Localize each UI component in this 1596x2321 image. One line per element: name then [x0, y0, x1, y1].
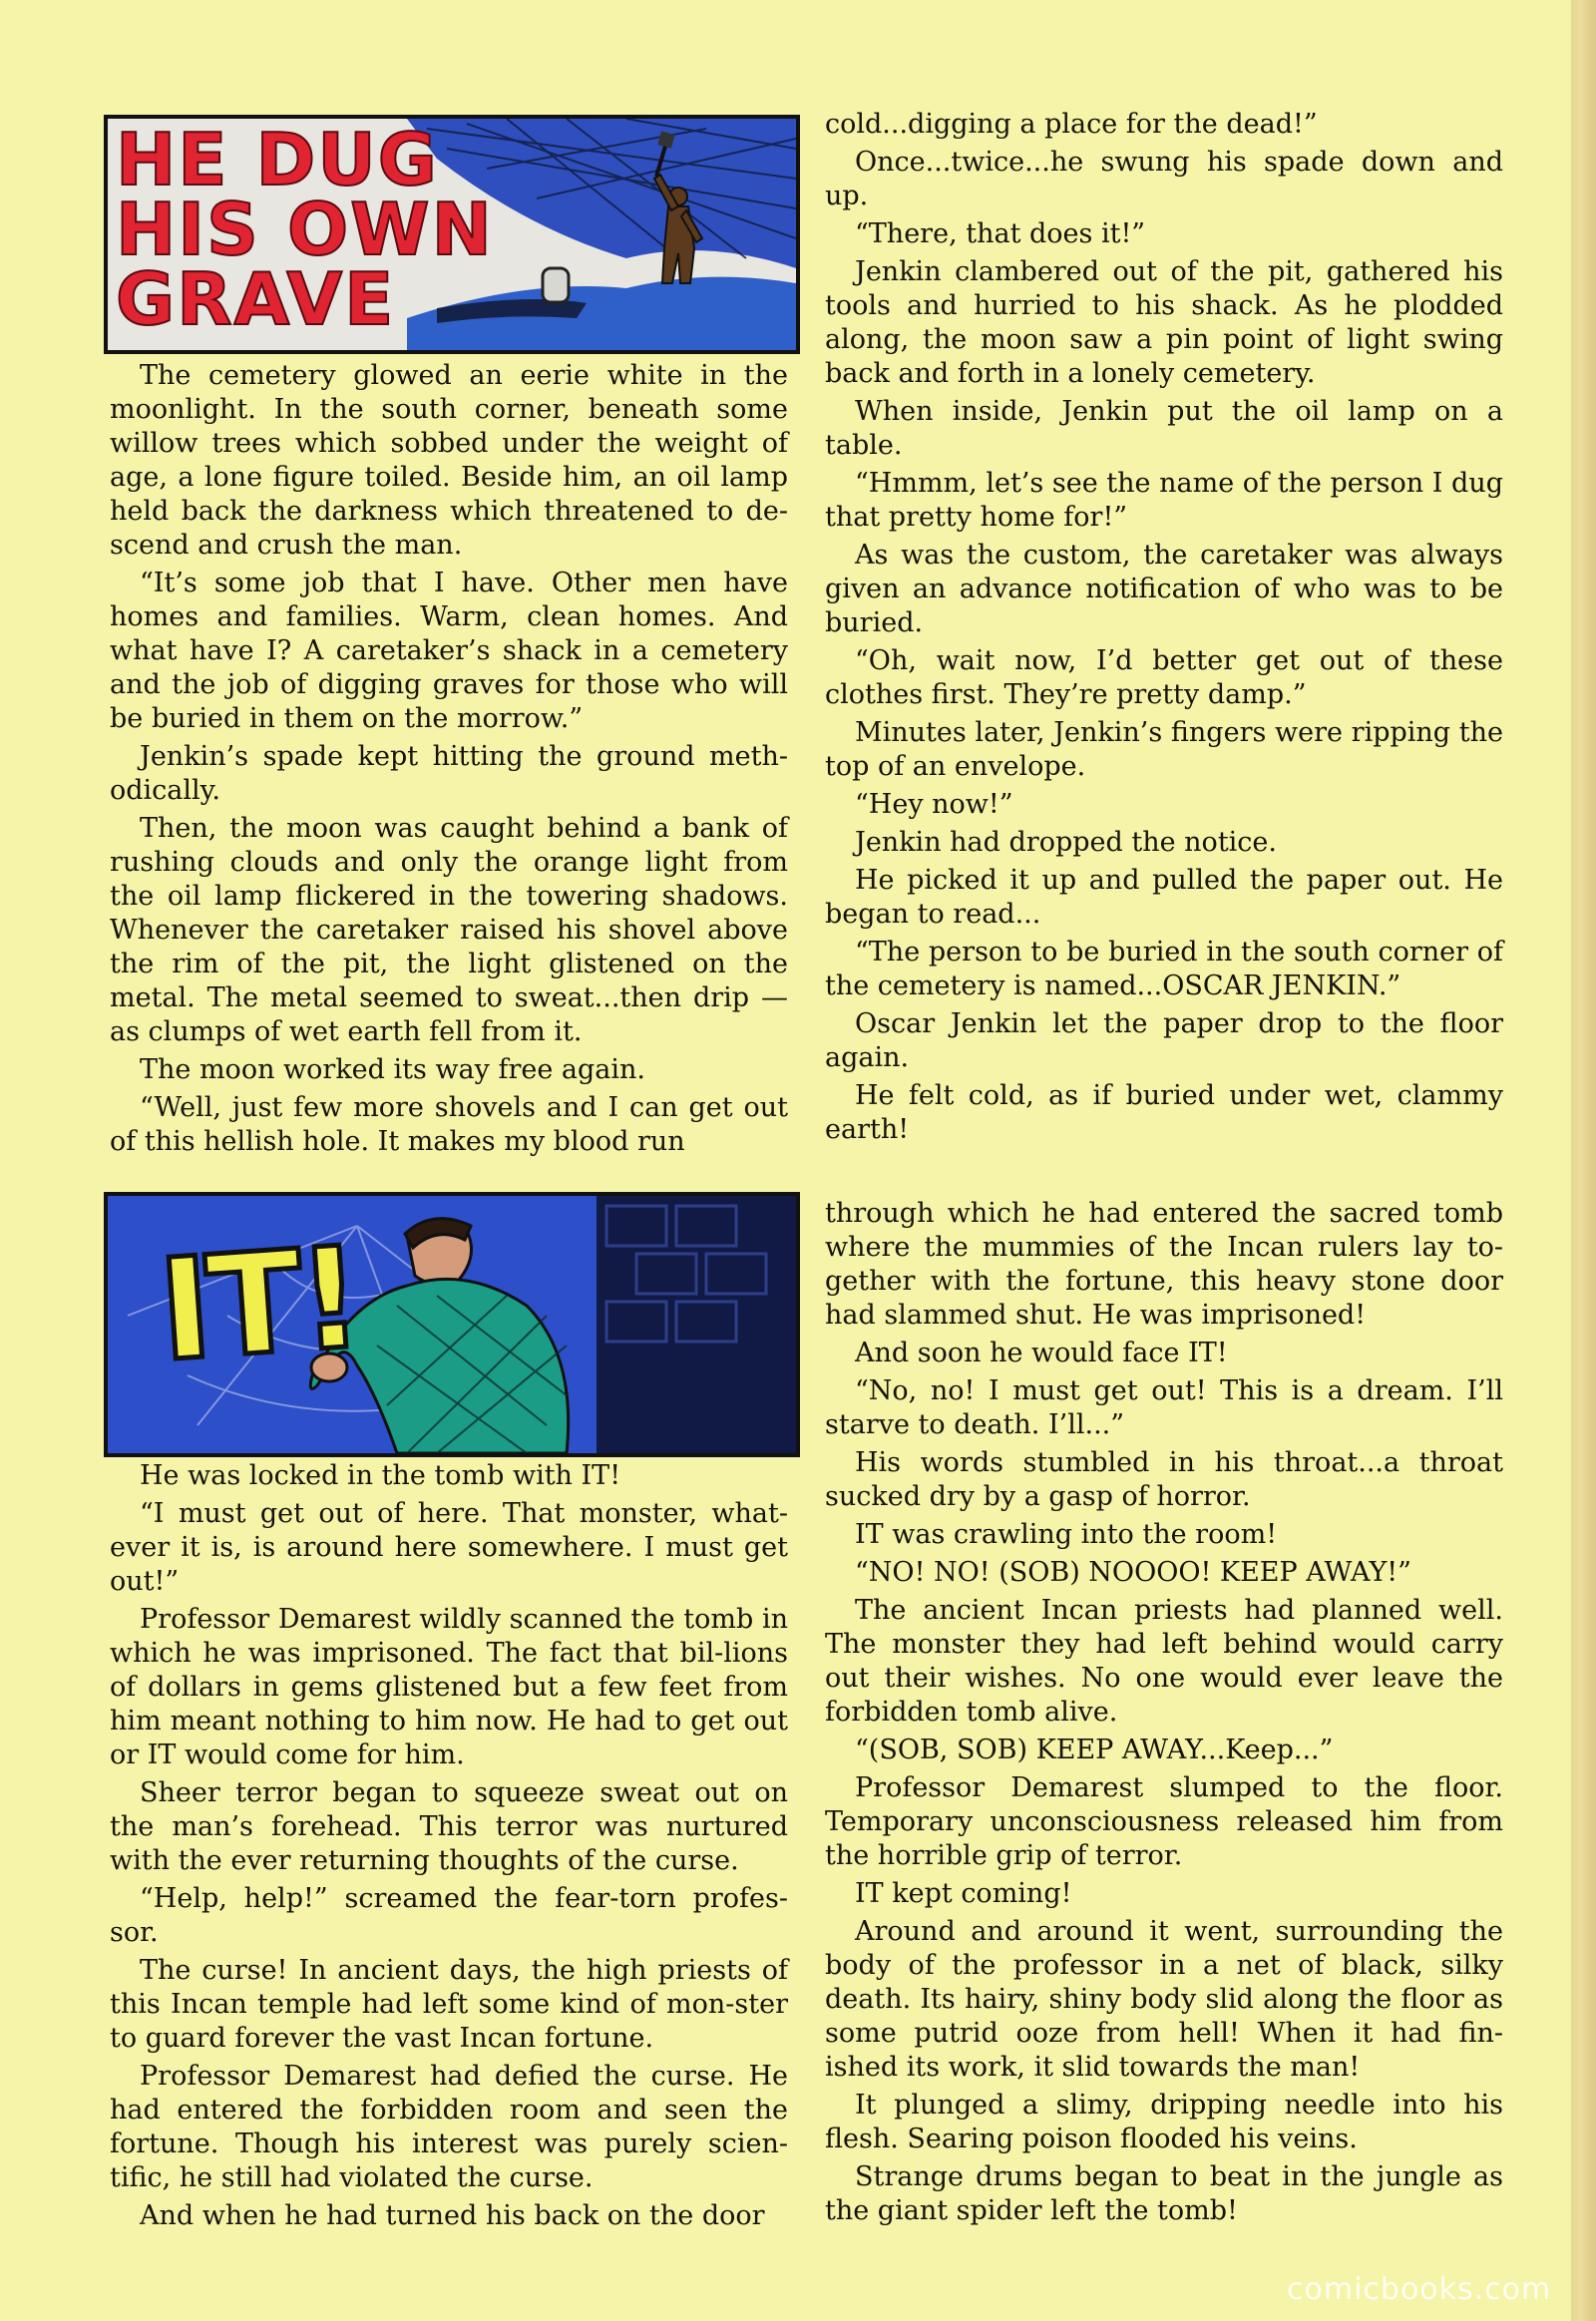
paragraph: Professor Demarest wildly scanned the tomb in which he was imprisoned. The fact that bil-lions of dollars in gems glistened but a few feet from him meant nothing to him now. He had to get out or IT would come for him.: [110, 1604, 788, 1770]
title-line-2: HIS OWN: [116, 188, 494, 271]
paragraph: Jenkin clambered out of the pit, gathered his tools and hurried to his shack. As he plodded along, the moon saw a pin point of light swing back and forth in a lonely cemetery.: [825, 256, 1503, 389]
paragraph: “It’s some job that I have. Other men have homes and families. Warm, clean homes. And what have I? A caretaker’s shack in a cemetery and the job of digging graves for those who will be buried in them on the morrow.”: [110, 568, 788, 734]
paragraph: Professor Demarest slumped to the floor. Temporary unconsciousness released him from the horrible grip of terror.: [825, 1772, 1503, 1871]
page-edge: [1571, 0, 1596, 2321]
title-line-1: HE DUG: [116, 118, 439, 201]
story2-column-right: [825, 1197, 1503, 2232]
paragraph: cold...digging a place for the dead!”: [825, 109, 1318, 140]
paragraph: It plunged a slimy, dripping needle into his flesh. Searing poison flooded his veins.: [825, 2090, 1503, 2154]
story1-column-right: [825, 108, 1503, 1151]
paragraph: Sheer terror began to squeeze sweat out on the man’s forehead. This terror was nurtured with the ever returning thoughts of the curse.: [110, 1777, 788, 1876]
paragraph: He was locked in the tomb with IT!: [140, 1460, 621, 1491]
paragraph: The curse! In ancient days, the high priests of this Incan temple had left some kind of mon-ster to guard forever the vast Incan fortune.: [110, 1955, 788, 2054]
paragraph: When inside, Jenkin put the oil lamp on a table.: [825, 396, 1503, 461]
paragraph: Once...twice...he swung his spade down and up.: [825, 147, 1503, 211]
paragraph: And soon he would face IT!: [855, 1338, 1228, 1368]
paragraph: Jenkin had dropped the notice.: [855, 827, 1277, 858]
story2-column-left: [110, 1459, 788, 2237]
paragraph: Professor Demarest had defied the curse. He had entered the forbidden room and seen the fortune. Though his interest was purely scien-tific, he still had violated the curse.: [110, 2061, 788, 2193]
paragraph: “No, no! I must get out! This is a dream. I’ll starve to death. I’ll...”: [825, 1375, 1503, 1440]
title-line-3: GRAVE: [116, 257, 396, 341]
paragraph: through which he had entered the sacred tomb where the mummies of the Incan rulers lay to-gether with the fortune, this heavy stone door had slammed shut. He was imprisoned!: [825, 1198, 1503, 1331]
paragraph: Oscar Jenkin let the paper drop to the floor again.: [825, 1008, 1503, 1073]
paragraph: The ancient Incan priests had planned well. The monster they had left behind would carry out their wishes. No one would ever leave the forbidden tomb alive.: [825, 1595, 1503, 1728]
paragraph: Around and around it went, surrounding the body of the professor in a net of black, silky death. Its hairy, shiny body slid along the floor as some putrid ooze from hell! When it had fin-ished its work, it slid towards the man!: [825, 1916, 1503, 2083]
paragraph: “(SOB, SOB) KEEP AWAY...Keep...”: [855, 1735, 1334, 1765]
story-title: [116, 118, 494, 341]
it-panel: [104, 1192, 800, 1457]
paragraph: His words stumbled in his throat...a throat sucked dry by a gasp of horror.: [825, 1447, 1503, 1512]
title-panel: [104, 115, 800, 354]
paragraph: And when he had turned his back on the door: [140, 2200, 765, 2231]
paragraph: IT was crawling into the room!: [855, 1519, 1278, 1550]
paragraph: “Hey now!”: [855, 789, 1013, 820]
paragraph: The moon worked its way free again.: [140, 1054, 646, 1085]
story1-column-left: [110, 359, 788, 1163]
paragraph: IT kept coming!: [855, 1878, 1072, 1909]
site-watermark: comicbooks.com: [1287, 2272, 1552, 2307]
paragraph: “Hmmm, let’s see the name of the person I dug that pretty home for!”: [825, 468, 1503, 533]
paragraph: Minutes later, Jenkin’s fingers were ripping the top of an envelope.: [825, 717, 1503, 782]
paragraph: “There, that does it!”: [855, 218, 1146, 249]
paragraph: “The person to be buried in the south corner of the cemetery is named...OSCAR JENKIN.”: [825, 937, 1503, 1001]
paragraph: Strange drums began to beat in the jungle as the giant spider left the tomb!: [825, 2161, 1503, 2226]
paragraph: The cemetery glowed an eerie white in the moonlight. In the south corner, beneath some willow trees which sobbed under the weight of age, a lone figure toiled. Beside him, an oil lamp held back the darkness which threatened to de-scend and crush the man.: [110, 360, 788, 561]
paragraph: “Help, help!” screamed the fear-torn profes-sor.: [110, 1883, 788, 1948]
paragraph: “NO! NO! (SOB) NOOOO! KEEP AWAY!”: [855, 1557, 1411, 1588]
paragraph: As was the custom, the caretaker was always given an advance notification of who was to be buried.: [825, 540, 1503, 638]
paragraph: “Oh, wait now, I’d better get out of these clothes first. They’re pretty damp.”: [825, 645, 1503, 710]
paragraph: He picked it up and pulled the paper out. He began to read...: [825, 865, 1503, 930]
paragraph: Jenkin’s spade kept hitting the ground meth-odically.: [110, 741, 788, 806]
paragraph: “Well, just few more shovels and I can get out of this hellish hole. It makes my blood run: [110, 1092, 788, 1157]
paragraph: He felt cold, as if buried under wet, clammy earth!: [825, 1080, 1503, 1145]
paragraph: “I must get out of here. That monster, what-ever it is, is around here somewhere. I must get out!”: [110, 1498, 788, 1597]
it-title: IT!: [154, 1217, 364, 1393]
paragraph: Then, the moon was caught behind a bank of rushing clouds and only the orange light from the oil lamp flickered in the towering shadows. Whenever the caretaker raised his shovel above the rim of the pit, the light glistened on the metal. The metal seemed to sweat...then drip —as clumps of wet earth fell from it.: [110, 813, 788, 1047]
